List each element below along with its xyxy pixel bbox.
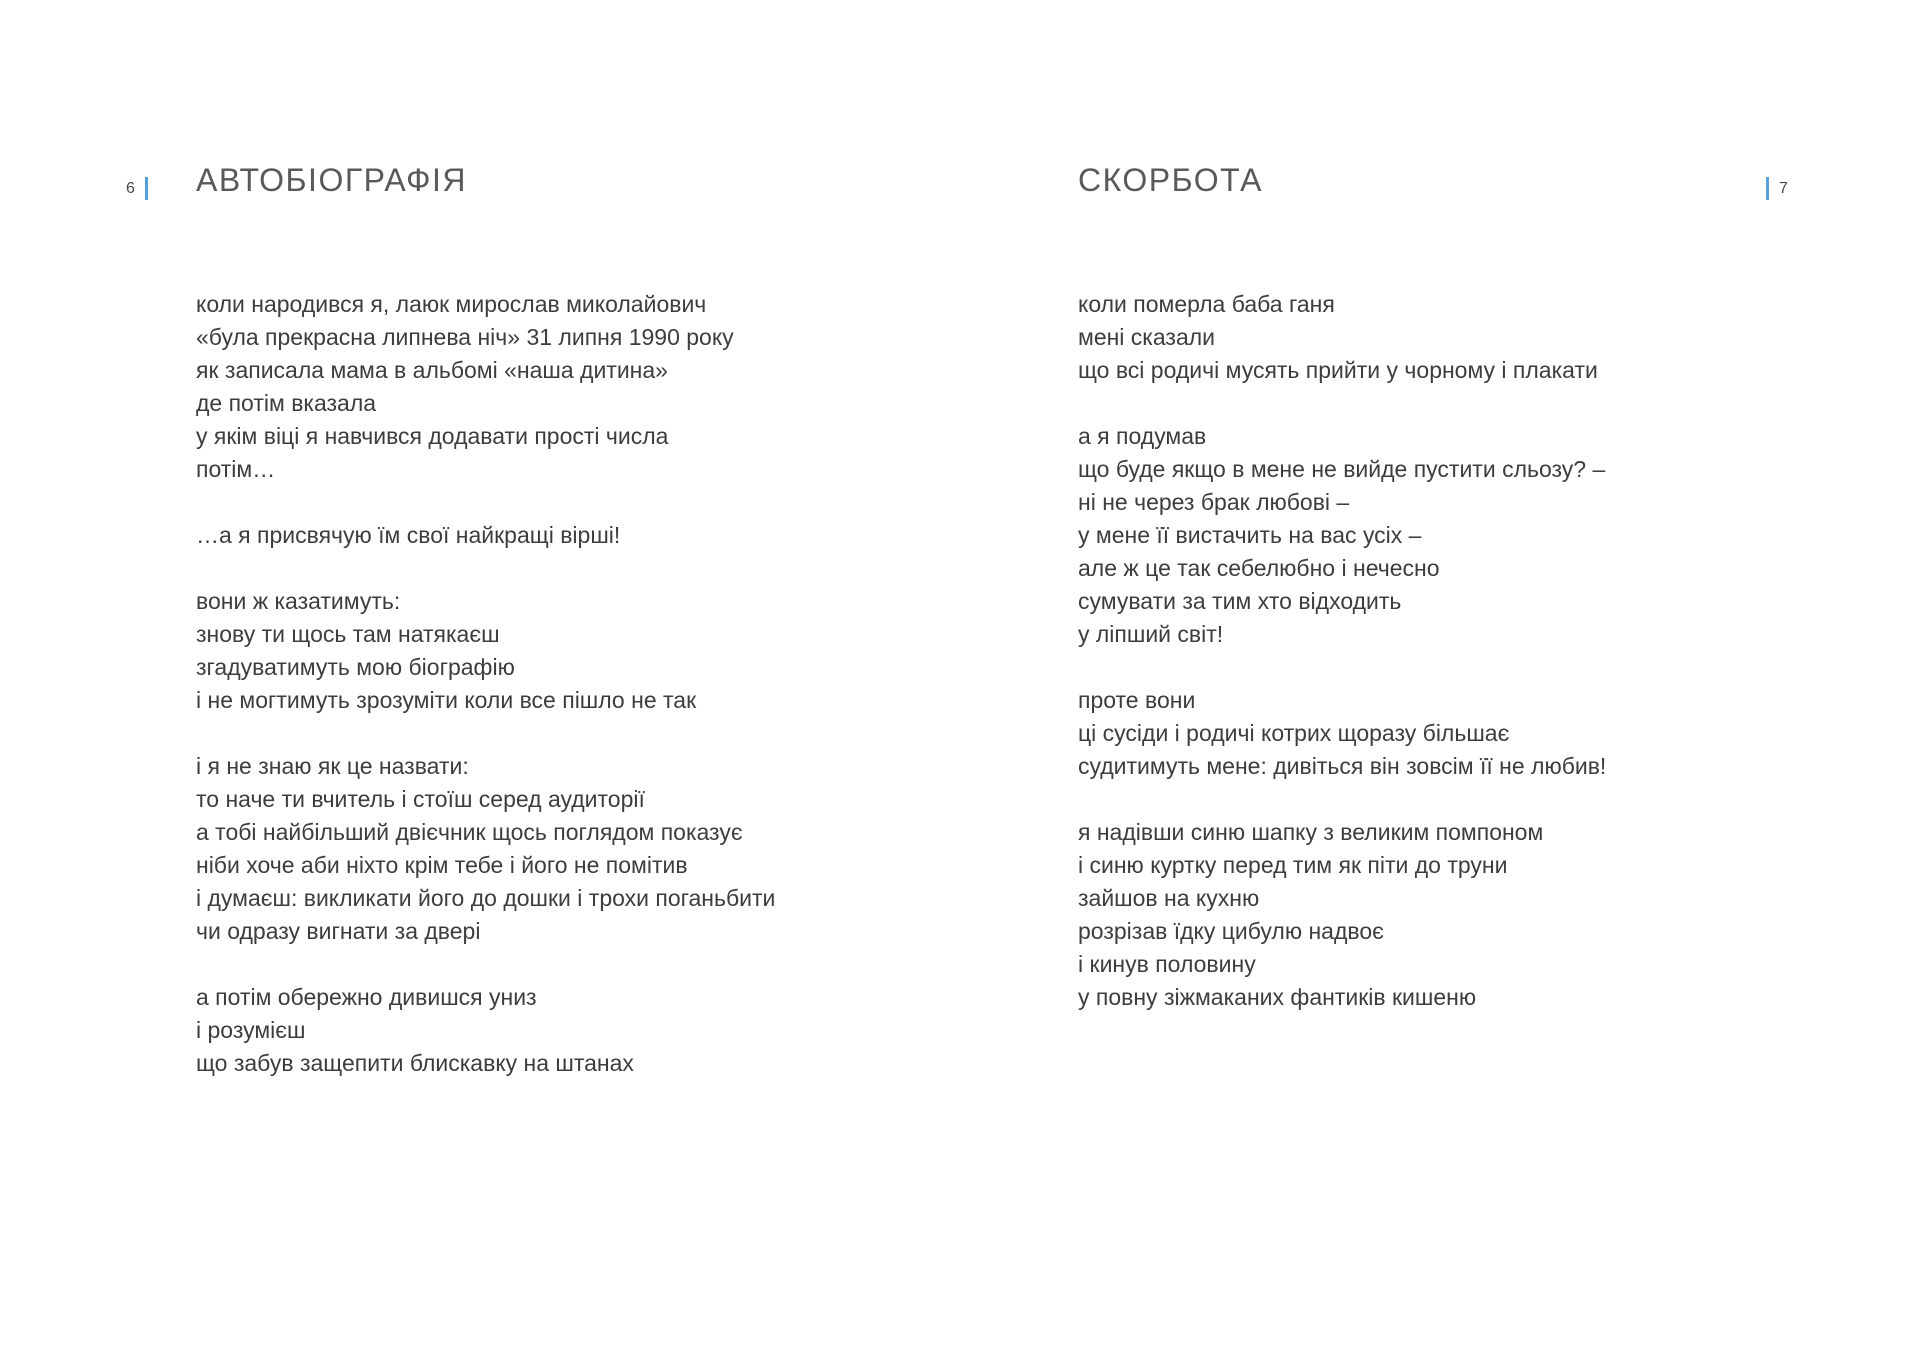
page-number-left xyxy=(126,177,148,200)
poem-line: і не могтимуть зрозуміти коли все пішло не так xyxy=(196,687,697,713)
poem-line: як записала мама в альбомі «наша дитина» xyxy=(196,357,668,383)
poem-line: знову ти щось там натякаєш xyxy=(196,621,500,647)
stanza xyxy=(196,750,775,948)
poem-line: вони ж казатимуть: xyxy=(196,588,401,614)
folio-divider-bar xyxy=(1766,177,1769,200)
poem-line: згадуватимуть мою біографію xyxy=(196,654,515,680)
poem-line: чи одразу вигнати за двері xyxy=(196,918,481,944)
poem-line: у якім віці я навчився додавати прості числа xyxy=(196,423,669,449)
page-number-text: 7 xyxy=(1779,179,1789,197)
poem-line: ніби хоче аби ніхто крім тебе і його не помітив xyxy=(196,852,688,878)
stanza xyxy=(1078,816,1606,1014)
poem-line: коли народився я, лаюк мирослав миколайович xyxy=(196,291,707,317)
poem-line: а потім обережно дивишся униз xyxy=(196,984,537,1010)
poem-line: зайшов на кухню xyxy=(1078,885,1260,911)
poem-line: що всі родичі мусять прийти у чорному і плакати xyxy=(1078,357,1598,383)
poem-line: я надівши синю шапку з великим помпоном xyxy=(1078,819,1544,845)
poem-line: у повну зіжмаканих фантиків кишеню xyxy=(1078,984,1477,1010)
right-poem xyxy=(1078,288,1606,1014)
poem-line: що буде якщо в мене не вийде пустити сльозу? – xyxy=(1078,456,1606,482)
poem-line: проте вони xyxy=(1078,687,1196,713)
poem-line: і кинув половину xyxy=(1078,951,1256,977)
stanza xyxy=(1078,684,1606,783)
folio-divider-bar xyxy=(145,177,148,200)
poem-line: ні не через брак любові – xyxy=(1078,489,1350,515)
left-poem xyxy=(196,288,775,1080)
poem-line: …а я присвячую їм свої найкращі вірші! xyxy=(196,522,621,548)
poem-line: що забув защепити блискавку на штанах xyxy=(196,1050,634,1076)
stanza xyxy=(196,585,775,717)
poem-line: то наче ти вчитель і стоїш серед аудиторії xyxy=(196,786,645,812)
poem-line: мені сказали xyxy=(1078,324,1216,350)
poem-line: а я подумав xyxy=(1078,423,1207,449)
page-number-right xyxy=(1766,177,1788,200)
poem-line: і я не знаю як це назвати: xyxy=(196,753,469,779)
poem-line: а тобі найбільший двієчник щось поглядом показує xyxy=(196,819,743,845)
stanza xyxy=(196,519,775,552)
stanza xyxy=(1078,288,1606,387)
stanza xyxy=(1078,420,1606,651)
poem-line: потім… xyxy=(196,456,276,482)
left-page-title: АВТОБІОГРАФІЯ xyxy=(196,162,467,198)
poem-line: у ліпший світ! xyxy=(1078,621,1224,647)
poem-line: ці сусіди і родичі котрих щоразу більшає xyxy=(1078,720,1510,746)
page-number-text: 6 xyxy=(126,179,136,197)
stanza xyxy=(196,981,775,1080)
poem-line: у мене її вистачить на вас усіх – xyxy=(1078,522,1422,548)
right-page-title: СКОРБОТА xyxy=(1078,162,1263,198)
poem-line: «була прекрасна липнева ніч» 31 липня 1990 року xyxy=(196,324,734,350)
poem-line: сумувати за тим хто відходить xyxy=(1078,588,1402,614)
poem-line: і думаєш: викликати його до дошки і трохи поганьбити xyxy=(196,885,776,911)
poem-line: розрізав їдку цибулю надвоє xyxy=(1078,918,1384,944)
poem-line: судитимуть мене: дивіться він зовсім її не любив! xyxy=(1078,753,1607,779)
poem-line: і синю куртку перед тим як піти до труни xyxy=(1078,852,1508,878)
poem-line: коли померла баба ганя xyxy=(1078,291,1335,317)
poem-line: але ж це так себелюбно і нечесно xyxy=(1078,555,1440,581)
poem-line: де потім вказала xyxy=(196,390,377,416)
stanza xyxy=(196,288,775,486)
poem-line: і розумієш xyxy=(196,1017,306,1043)
